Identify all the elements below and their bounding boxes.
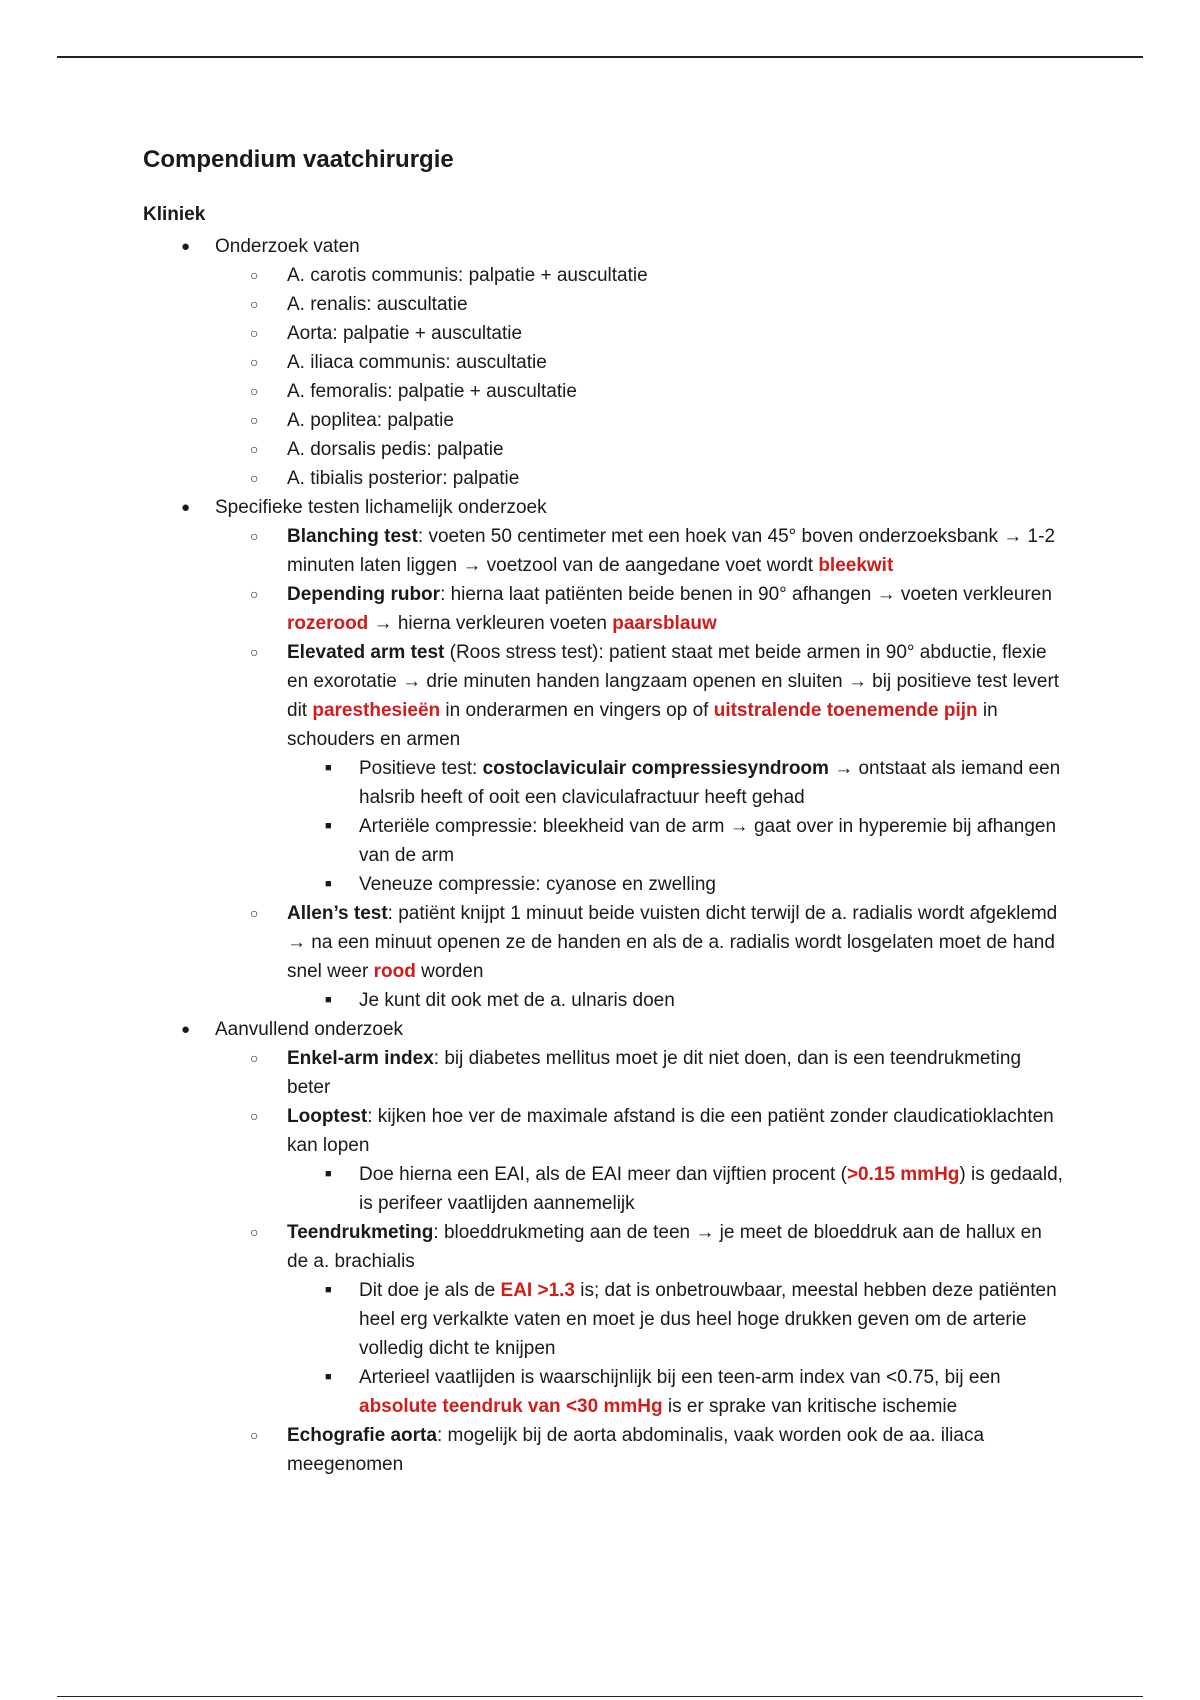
- sub-sub-item: ■ Je kunt dit ook met de a. ulnaris doen: [287, 986, 1063, 1015]
- sub-list: [215, 261, 1063, 493]
- sub-item-blanching-test: ○ Blanching test: voeten 50 centimeter met een hoek van 45° boven onderzoeksbank → 1-2 minuten laten liggen → voetzool van de aangedane voet wordt bleekwit: [215, 522, 1063, 580]
- sub-item-looptest: ○ Looptest: kijken hoe ver de maximale afstand is die een patiënt zonder claudicatioklachten kan lopen ■ Doe hierna een EAI, als de EAI meer dan vijftien procent (>0.15 mmHg) is gedaald, is perifeer vaatlijden aannemelijk: [215, 1102, 1063, 1218]
- sub-item-elevated-arm-test: ○ Elevated arm test (Roos stress test): patient staat met beide armen in 90° abductie, flexie en exorotatie → drie minuten handen langzaam openen en sluiten → bij positieve test levert dit paresthesieën in onderarmen en vingers op of uitstralende toenemende pijn in schouders en armen ■ Positieve test: costoclaviculair compressiesyndroom → ontstaat als iemand een halsrib heeft of ooit een claviculafractuur heeft gehad ■ Arteriële compressie: bleekheid van de arm → gaat over in hyperemie bij afhangen van de arm ■ Veneuze compressie: cyanose en zwelling: [215, 638, 1063, 899]
- circle-bullet-icon: ○: [250, 528, 259, 544]
- list-item: [143, 1015, 1063, 1479]
- square-bullet-icon: ■: [325, 820, 332, 832]
- header-rule: [57, 56, 1143, 58]
- sub-item: ○ A. renalis: auscultatie: [215, 290, 1063, 319]
- square-bullet-icon: ■: [325, 1168, 332, 1180]
- sub-sub-list: [287, 986, 1063, 1015]
- circle-bullet-icon: ○: [250, 383, 259, 399]
- circle-bullet-icon: ○: [250, 470, 259, 486]
- square-bullet-icon: ■: [325, 994, 332, 1006]
- page-title: Compendium vaatchirurgie: [143, 146, 454, 173]
- sub-item-teendrukmeting: ○ Teendrukmeting: bloeddrukmeting aan de teen → je meet de bloeddruk aan de hallux en de a. brachialis ■ Dit doe je als de EAI >1.3 is; dat is onbetrouwbaar, meestal hebben deze patiënten heel erg verkalkte vaten en moet je dus heel hoge drukken geven om de arterie volledig dicht te knijpen ■ Arterieel vaatlijden is waarschijnlijk bij een teen-arm index van <0.75, bij een absolute teendruk van <30 mmHg is er sprake van kritische ischemie: [215, 1218, 1063, 1421]
- sub-item: ○ A. dorsalis pedis: palpatie: [215, 435, 1063, 464]
- square-bullet-icon: ■: [325, 878, 332, 890]
- sub-item-echografie-aorta: ○ Echografie aorta: mogelijk bij de aorta abdominalis, vaak worden ook de aa. iliaca meegenomen: [215, 1421, 1063, 1479]
- sub-sub-item: ■ Positieve test: costoclaviculair compressiesyndroom → ontstaat als iemand een halsrib heeft of ooit een claviculafractuur heeft gehad: [287, 754, 1063, 812]
- list-item-label: Onderzoek vaten: [215, 236, 360, 257]
- circle-bullet-icon: ○: [250, 905, 259, 921]
- circle-bullet-icon: ○: [250, 325, 259, 341]
- sub-item: ○ A. tibialis posterior: palpatie: [215, 464, 1063, 493]
- sub-sub-item: ■ Dit doe je als de EAI >1.3 is; dat is onbetrouwbaar, meestal hebben deze patiënten heel erg verkalkte vaten en moet je dus heel hoge drukken geven om de arterie volledig dicht te knijpen: [287, 1276, 1063, 1363]
- bullet-icon: ●: [181, 1021, 191, 1038]
- sub-sub-list: [287, 754, 1063, 899]
- list-item-label: Aanvullend onderzoek: [215, 1019, 404, 1040]
- square-bullet-icon: ■: [325, 1284, 332, 1296]
- square-bullet-icon: ■: [325, 1371, 332, 1383]
- sub-list: [215, 522, 1063, 1015]
- circle-bullet-icon: ○: [250, 1427, 259, 1443]
- bullet-icon: ●: [181, 499, 191, 516]
- bullet-icon: ●: [181, 238, 191, 255]
- sub-sub-item: ■ Arteriële compressie: bleekheid van de arm → gaat over in hyperemie bij afhangen van de arm: [287, 812, 1063, 870]
- list-item-label: Specifieke testen lichamelijk onderzoek: [215, 497, 547, 518]
- sub-item-enkel-arm-index: ○ Enkel-arm index: bij diabetes mellitus moet je dit niet doen, dan is een teendrukmeting beter: [215, 1044, 1063, 1102]
- sub-item: ○ A. carotis communis: palpatie + auscultatie: [215, 261, 1063, 290]
- square-bullet-icon: ■: [325, 762, 332, 774]
- main-list: [143, 232, 1063, 1479]
- circle-bullet-icon: ○: [250, 296, 259, 312]
- sub-item: ○ A. femoralis: palpatie + auscultatie: [215, 377, 1063, 406]
- sub-item: ○ A. iliaca communis: auscultatie: [215, 348, 1063, 377]
- sub-item-allens-test: ○ Allen’s test: patiënt knijpt 1 minuut beide vuisten dicht terwijl de a. radialis wordt afgeklemd → na een minuut openen ze de handen en als de a. radialis wordt losgelaten moet de hand snel weer rood worden ■ Je kunt dit ook met de a. ulnaris doen: [215, 899, 1063, 1015]
- footer-rule: [57, 1696, 1143, 1697]
- circle-bullet-icon: ○: [250, 1108, 259, 1124]
- sub-sub-item: ■ Veneuze compressie: cyanose en zwelling: [287, 870, 1063, 899]
- sub-sub-list: [287, 1160, 1063, 1218]
- sub-sub-item: ■ Arterieel vaatlijden is waarschijnlijk bij een teen-arm index van <0.75, bij een absolute teendruk van <30 mmHg is er sprake van kritische ischemie: [287, 1363, 1063, 1421]
- sub-sub-item: ■ Doe hierna een EAI, als de EAI meer dan vijftien procent (>0.15 mmHg) is gedaald, is perifeer vaatlijden aannemelijk: [287, 1160, 1063, 1218]
- section-heading: Kliniek: [143, 204, 206, 225]
- circle-bullet-icon: ○: [250, 1224, 259, 1240]
- sub-item: ○ A. poplitea: palpatie: [215, 406, 1063, 435]
- circle-bullet-icon: ○: [250, 412, 259, 428]
- list-item: [143, 493, 1063, 1015]
- sub-item: ○ Aorta: palpatie + auscultatie: [215, 319, 1063, 348]
- list-item: [143, 232, 1063, 493]
- document-body: [143, 142, 1063, 1479]
- sub-list: [215, 1044, 1063, 1479]
- circle-bullet-icon: ○: [250, 441, 259, 457]
- circle-bullet-icon: ○: [250, 354, 259, 370]
- circle-bullet-icon: ○: [250, 644, 259, 660]
- circle-bullet-icon: ○: [250, 1050, 259, 1066]
- circle-bullet-icon: ○: [250, 267, 259, 283]
- circle-bullet-icon: ○: [250, 586, 259, 602]
- sub-sub-list: [287, 1276, 1063, 1421]
- sub-item-depending-rubor: ○ Depending rubor: hierna laat patiënten beide benen in 90° afhangen → voeten verkleuren rozerood → hierna verkleuren voeten paarsblauw: [215, 580, 1063, 638]
